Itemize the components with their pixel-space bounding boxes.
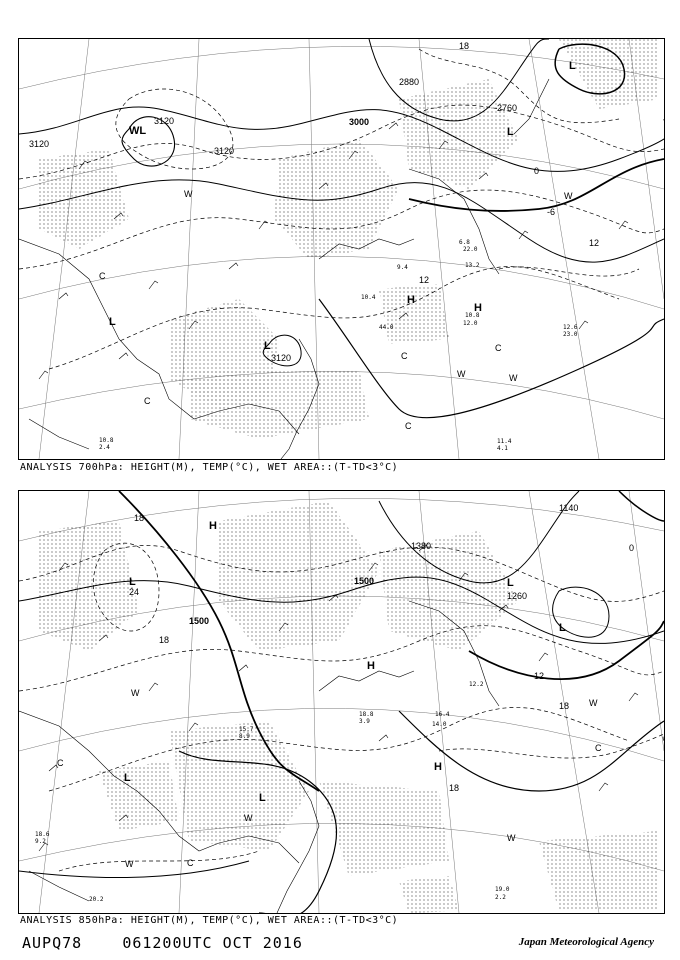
low-center: L <box>129 576 136 588</box>
temp-label: 18 <box>134 513 145 523</box>
low-center: L <box>109 316 116 328</box>
height-label: 1140 <box>559 503 579 513</box>
cold-mark: C <box>401 351 408 361</box>
temp-label: 18 <box>559 701 570 711</box>
map-panel-700hpa <box>18 38 665 460</box>
height-label: 1380 <box>411 541 432 551</box>
warm-mark: W <box>125 859 134 869</box>
warm-mark: W <box>509 373 518 383</box>
warm-mark: W <box>131 688 140 698</box>
temp-label: 0 <box>534 166 540 176</box>
map-panel-850hpa <box>18 490 665 914</box>
station-value: 10.8 <box>465 312 480 319</box>
station-value: 8.9 <box>239 733 250 740</box>
warm-mark: W <box>589 698 598 708</box>
high-center: H <box>434 761 442 773</box>
cold-mark: C <box>495 343 502 353</box>
station-value: 44.0 <box>379 324 394 331</box>
height-label: 3120 <box>214 146 235 156</box>
temp-label: 12 <box>534 671 545 681</box>
height-label: 3000 <box>349 117 370 127</box>
map-850hpa-canvas <box>19 491 664 913</box>
warm-mark: W <box>457 369 466 379</box>
station-value: 9.2 <box>35 838 46 845</box>
height-label: 2760 <box>497 103 518 113</box>
temp-label: 18 <box>449 783 460 793</box>
bulletin-id: AUPQ78 <box>22 934 83 952</box>
station-value: 2.4 <box>99 444 110 451</box>
panel-caption-850hpa: ANALYSIS 850hPa: HEIGHT(M), TEMP(°C), WET AREA::(T-TD<3°C) <box>20 915 399 926</box>
low-center: L <box>507 577 514 589</box>
height-label: 3120 <box>271 353 292 363</box>
station-value: 3.9 <box>359 718 370 725</box>
temp-label: -6 <box>547 207 556 217</box>
low-center: L <box>259 792 266 804</box>
panel-caption-700hpa: ANALYSIS 700hPa: HEIGHT(M), TEMP(°C), WET AREA::(T-TD<3°C) <box>20 462 399 473</box>
height-label: 1500 <box>354 576 375 586</box>
temp-label: 18 <box>459 41 470 51</box>
high-center: H <box>209 520 217 532</box>
warm-mark: W <box>184 189 193 199</box>
agency-credit: Japan Meteorological Agency <box>518 936 654 948</box>
station-value: 14.0 <box>432 721 447 728</box>
temp-label: 24 <box>129 587 140 597</box>
height-label: 2880 <box>399 77 420 87</box>
cold-mark: C <box>57 758 64 768</box>
warm-mark: W <box>244 813 253 823</box>
station-value: 12.6 <box>563 324 578 331</box>
station-value: 6.8 <box>459 239 470 246</box>
cold-mark: C <box>99 271 106 281</box>
low-center: L <box>124 772 131 784</box>
station-value: 19.0 <box>495 886 510 893</box>
station-value: 18.8 <box>359 711 374 718</box>
station-value: 18.6 <box>35 831 50 838</box>
temp-label: 12 <box>589 238 600 248</box>
station-value: 16.4 <box>435 711 450 718</box>
height-label: 3120 <box>154 116 175 126</box>
station-value: 13.2 <box>465 262 480 269</box>
station-value: 22.0 <box>463 246 478 253</box>
wet-area <box>39 39 659 439</box>
station-value: 20.2 <box>89 896 104 903</box>
low-center: L <box>569 60 576 72</box>
cold-mark: C <box>187 858 194 868</box>
station-value: 9.4 <box>397 264 408 271</box>
cold-mark: C <box>405 421 412 431</box>
height-label: 1260 <box>507 591 528 601</box>
bulletin-header <box>22 934 303 952</box>
station-value: 11.4 <box>497 438 512 445</box>
station-value: 12.0 <box>463 320 478 327</box>
station-value: 12.2 <box>469 681 484 688</box>
station-value: 10.4 <box>361 294 376 301</box>
high-center: H <box>367 660 375 672</box>
station-value: 2.2 <box>495 894 506 901</box>
map-700hpa-canvas <box>19 39 664 459</box>
valid-time: 061200UTC OCT 2016 <box>122 934 303 952</box>
station-value: 23.0 <box>563 331 578 338</box>
low-center: WL <box>129 125 147 137</box>
high-center: H <box>474 302 482 314</box>
warm-mark: W <box>507 833 516 843</box>
cold-mark: C <box>595 743 602 753</box>
cold-mark: C <box>144 396 151 406</box>
height-label: 1500 <box>189 616 210 626</box>
temp-label: 0 <box>629 543 635 553</box>
warm-mark: W <box>564 191 573 201</box>
temp-label: 18 <box>159 635 170 645</box>
low-center: L <box>507 126 514 138</box>
station-value: 4.1 <box>497 445 508 452</box>
low-center: L <box>264 340 271 352</box>
station-value: 10.8 <box>99 437 114 444</box>
high-center: H <box>407 294 415 306</box>
station-value: 15.7 <box>239 726 254 733</box>
height-label: 3120 <box>29 139 50 149</box>
temp-label: 12 <box>419 275 430 285</box>
low-center: L <box>559 622 566 634</box>
